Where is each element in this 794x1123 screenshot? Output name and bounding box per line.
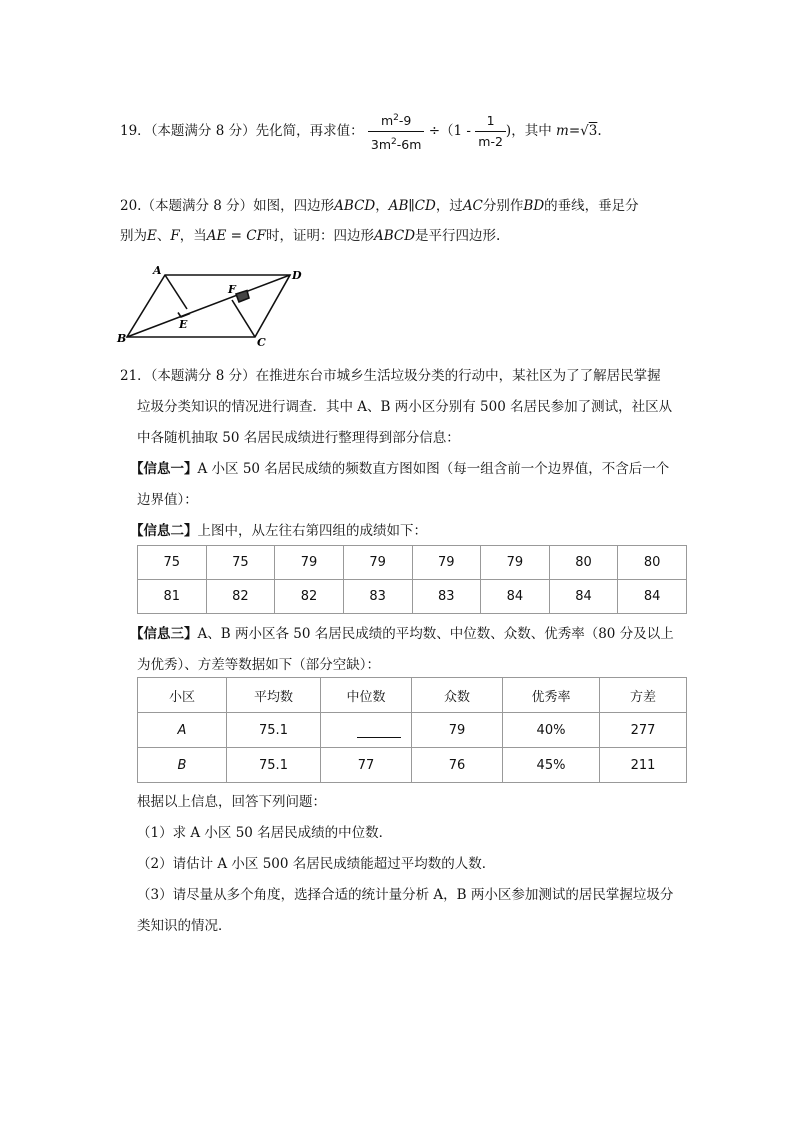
question-number: 20. [120,198,142,214]
table-cell: 79 [343,546,412,580]
condition-text: )，其中 [505,123,552,140]
text-segment: 时，证明：四边形 [265,228,374,244]
text-segment: 别为 [120,228,147,244]
question-21-line1: 21．（本题满分 8 分）在推进东台市城乡生活垃圾分类的行动中，某社区为了了解居民掌握 [120,368,661,384]
math-ab: AB [388,198,409,214]
table-cell: 80 [549,546,618,580]
parallelogram-figure [115,262,315,347]
fraction-one-over: $\frac{1}{m-2}$ [475,113,506,150]
table-cell: 84 [549,580,618,614]
text-segment: 、 [156,228,171,244]
text-segment: ，过 [435,198,463,214]
variable-m: m [556,123,569,140]
table-cell: 84 [618,580,687,614]
header-cell: 众数 [412,678,503,713]
info-tag: 【信息一】 [130,461,198,477]
right-angle-f [236,291,249,303]
score-note: （本题满分 8 分） [141,198,254,214]
math-ac: AC [462,198,483,214]
equals-sign: = [226,228,247,244]
math-abcd: ABCD [334,198,376,214]
table-cell: 75.1 [227,713,321,748]
statistics-table [137,677,687,783]
question-20-line2 [120,226,500,246]
info-one [130,457,669,477]
table-cell: 81 [138,580,207,614]
text-segment: 的垂线，垂足分 [544,198,639,214]
info-tag: 【信息二】 [130,523,198,539]
score-note: （本题满分 8 分） [150,123,256,140]
table-cell: 84 [481,580,550,614]
question-20-line1 [120,196,639,216]
math-ae: AE [206,228,227,244]
table-cell: 79 [275,546,344,580]
text-segment: ，当 [179,228,207,244]
sub-question-3-cont: 类知识的情况． [137,918,232,934]
question-19 [120,110,602,153]
community-cell: B [138,748,227,783]
label-b: B [117,332,127,345]
scores-table [137,545,687,614]
community-cell: A [138,713,227,748]
label-f: F [228,283,236,296]
math-bd: BD [523,198,545,214]
table-cell: 75 [206,546,275,580]
label-c: C [257,336,266,347]
header-cell: 小区 [138,678,227,713]
math-e: E [147,228,157,244]
info-three-cont: 为优秀）、方差等数据如下（部分空缺）： [137,657,380,673]
sub-question-2: （2）请估计 A 小区 500 名居民成绩能超过平均数的人数． [137,856,496,872]
text-segment: 分别作 [482,198,524,214]
info-three [130,622,674,642]
sub-question-1: （1）求 A 小区 50 名居民成绩的中位数． [137,825,393,841]
header-cell: 中位数 [321,678,412,713]
table-cell: 79 [481,546,550,580]
question-21-line2: 垃圾分类知识的情况进行调查．其中 A、B 两小区分别有 500 名居民参加了测试，社区从 [137,399,673,415]
header-cell: 方差 [600,678,687,713]
parallel-symbol: ∥ [408,198,415,214]
table-cell: 79 [412,713,503,748]
header-cell: 优秀率 [503,678,600,713]
table-cell: 77 [321,748,412,783]
info-two [130,519,427,539]
median-blank [321,713,412,748]
label-d: D [292,269,302,282]
text-segment: 是平行四边形. [415,228,501,244]
text-segment: 如图，四边形 [253,198,335,214]
question-number: 19． [120,123,151,140]
fraction-expression: $\frac{m^2-9}{3m^2-6m}$ [368,110,425,153]
table-cell: 76 [412,748,503,783]
period: . [597,123,602,140]
table-cell: 79 [412,546,481,580]
sqrt-symbol: √3 [580,123,598,140]
table-cell: 75 [138,546,207,580]
diagonal-bd [127,275,290,337]
table-cell: 277 [600,713,687,748]
table-cell: 80 [618,546,687,580]
table-cell: 83 [412,580,481,614]
question-21-line3: 中各随机抽取 50 名居民成绩进行整理得到部分信息： [137,430,460,446]
header-cell: 平均数 [227,678,321,713]
divide-text: ÷（1 - [428,123,471,140]
label-a: A [153,264,162,277]
answer-blank [357,723,401,738]
table-cell: 75.1 [227,748,321,783]
perpendicular-ae [165,275,187,309]
table-cell: 82 [275,580,344,614]
info-one-cont: 边界值）： [137,492,198,508]
sub-question-3: （3）请尽量从多个角度，选择合适的统计量分析 A，B 两小区参加测试的居民掌握垃圾分 [137,887,674,903]
table-cell: 40% [503,713,600,748]
label-e: E [179,318,188,331]
instruction-text: 根据以上信息，回答下列问题： [137,794,326,810]
text-segment: ， [375,198,389,214]
table-cell: 83 [343,580,412,614]
math-abcd: ABCD [373,228,416,244]
math-cf: CF [246,228,266,244]
info-text: 上图中，从左往右第四组的成绩如下： [197,523,427,539]
info-tag: 【信息三】 [130,626,198,642]
question-text: 先化简，再求值： [255,123,364,140]
info-text: A、B 两小区各 50 名居民成绩的平均数、中位数、众数、优秀率（80 分及以上 [197,626,674,642]
table-cell: 45% [503,748,600,783]
perpendicular-cf [232,300,255,337]
table-cell: 82 [206,580,275,614]
math-f: F [170,228,180,244]
table-cell: 211 [600,748,687,783]
info-text: A 小区 50 名居民成绩的频数直方图如图（每一组含前一个边界值，不含后一个 [197,461,670,477]
math-cd: CD [414,198,436,214]
equals-sign: = [568,123,581,140]
